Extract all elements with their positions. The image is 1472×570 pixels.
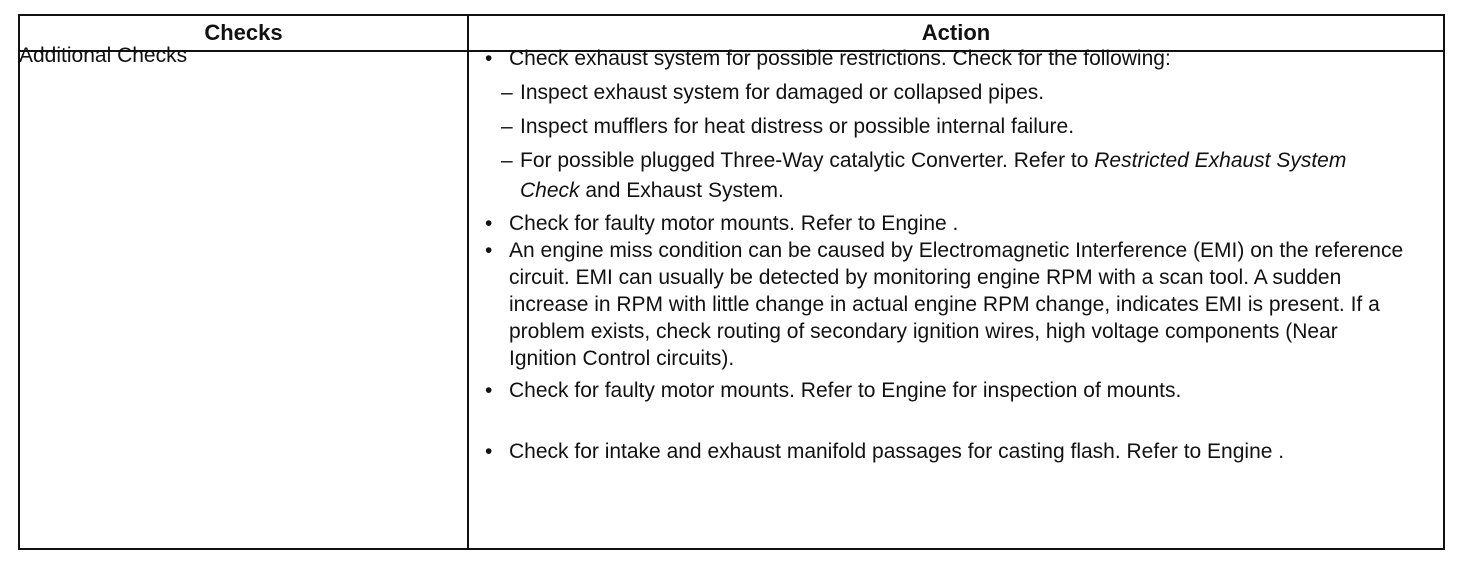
- converter-text-end: and Exhaust System.: [579, 179, 784, 202]
- bullet-manifold-flash: • Check for intake and exhaust manifold passages for casting flash. Refer to Engine .: [483, 438, 1408, 465]
- header-checks: Checks: [204, 20, 283, 45]
- header-action: Action: [921, 20, 991, 45]
- sub-item-pipes: – Inspect exhaust system for damaged or collapsed pipes.: [483, 78, 1408, 108]
- column-divider: [467, 16, 469, 548]
- row-label: Additional Checks: [19, 44, 188, 67]
- bullet-exhaust-restrictions: • Check exhaust system for possible restrictions. Check for the following:: [483, 44, 1408, 74]
- converter-text: For possible plugged Three-Way catalytic Converter. Refer to: [520, 149, 1095, 172]
- sub-item-converter: [483, 146, 1408, 206]
- bullet-motor-mounts: • Check for faulty motor mounts. Refer to Engine .: [483, 210, 1408, 237]
- bullet-motor-mounts-inspection: • Check for faulty motor mounts. Refer to Engine for inspection of mounts.: [483, 376, 1408, 406]
- action-cell: [483, 44, 1408, 465]
- bullet-emi: • An engine miss condition can be caused by Electromagnetic Interference (EMI) on the reference circuit. EMI can usually be detected by monitoring engine RPM with a scan tool. A sudden increase in RPM with little change in actual engine RPM change, indicates EMI is present. If a problem exists, check routing of secondary ignition wires, high voltage components (Near Ignition Control circuits).: [483, 237, 1408, 372]
- sub-item-mufflers: – Inspect mufflers for heat distress or possible internal failure.: [483, 112, 1408, 142]
- restricted-exhaust-ref: Restricted Exhaust System Check: [520, 149, 1347, 202]
